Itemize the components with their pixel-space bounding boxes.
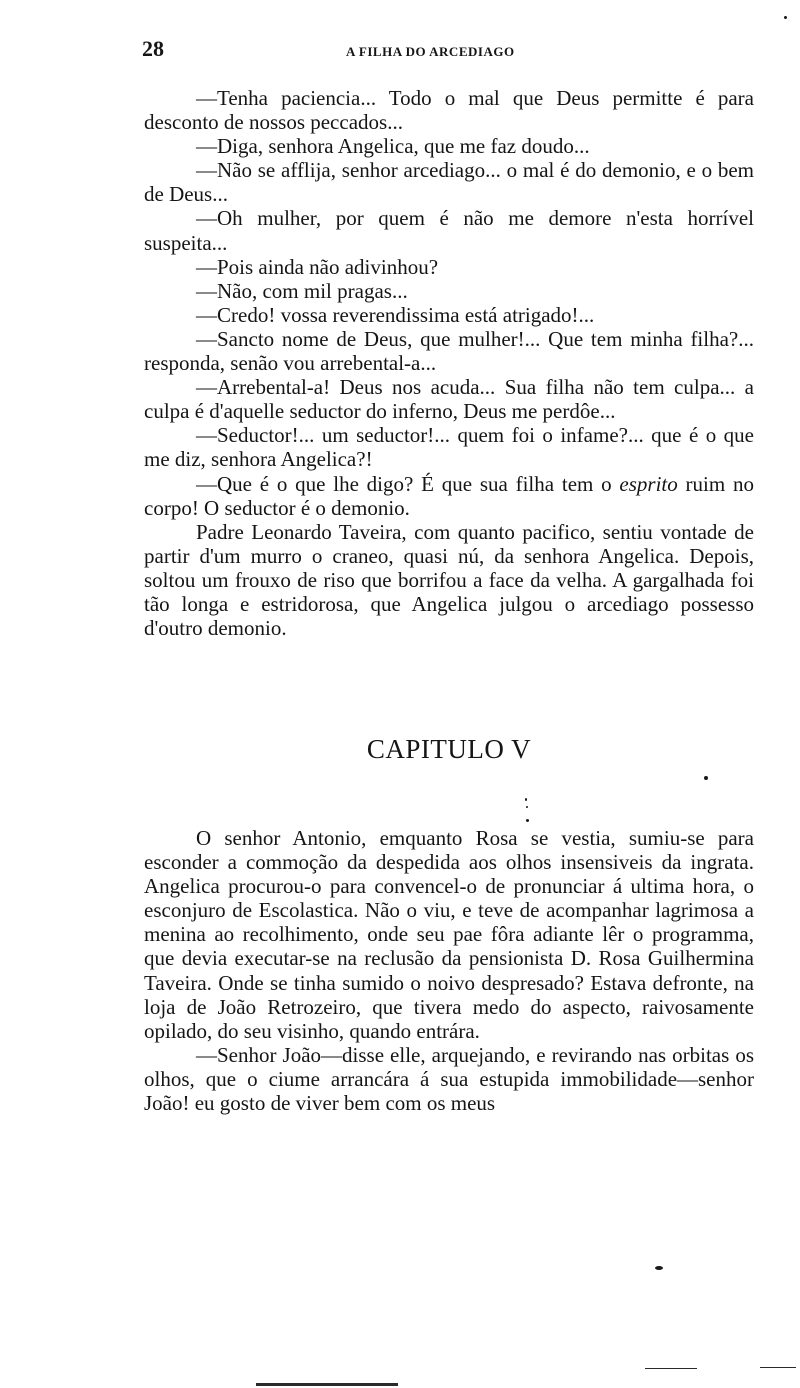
italic-word: esprito — [619, 471, 678, 496]
chapter-heading: CAPITULO V — [366, 734, 532, 764]
scan-speck — [525, 798, 527, 801]
text-segment: —Que é o que lhe digo? É que sua filha tem o — [196, 471, 620, 496]
paragraph: —Tenha paciencia... Todo o mal que Deus permitte é para desconto de nossos peccados... — [144, 86, 754, 135]
paragraph: —Oh mulher, por quem é não me demore n'esta horrível suspeita... — [144, 206, 754, 255]
scan-speck — [526, 806, 528, 808]
paragraph: —Arrebental-a! Deus nos acuda... Sua filha não tem culpa... a culpa é d'aquelle seductor do inferno, Deus me perdôe... — [144, 375, 754, 424]
paragraph: —Credo! vossa reverendissima está atrigado!... — [196, 302, 595, 327]
paragraph: —Pois ainda não adivinhou? — [196, 254, 439, 279]
paragraph: —Seductor!... um seductor!... quem foi o infame?... que é o que me diz, senhora Angelica?! — [144, 423, 754, 472]
scan-speck — [526, 819, 529, 822]
page-number: 28 — [142, 36, 164, 61]
running-title: A FILHA DO ARCEDIAGO — [346, 44, 515, 59]
paragraph: —Não se afflija, senhor arcediago... o mal é do demonio, e o bem de Deus... — [144, 158, 754, 207]
page-header — [142, 36, 754, 66]
paragraph: O senhor Antonio, emquanto Rosa se vestia, sumiu-se para esconder a commoção da despedida aos olhos insensiveis da ingrata. Angelica procurou-o para convencel-o de pronunciar á ultima hora, o esconjuro de Escolastica. Não o viu, e teve de acompanhar lagrimosa a menina ao recolhimento, onde seu pae fôra adiante lêr o programma, que devia executar-se na reclusão da pensionista D. Rosa Guilhermina Taveira. Onde se tinha sumido o noivo despresado? Estava defronte, na loja de João Retrozeiro, que tivera medo do aspecto, raivosamente opilado, do seu visinho, quando entrára. — [144, 826, 754, 1043]
paragraph: —Não, com mil pragas... — [196, 278, 408, 303]
scan-smudge — [645, 1368, 697, 1369]
paragraph: —Diga, senhora Angelica, que me faz doudo... — [196, 134, 590, 159]
paragraph-closing: Padre Leonardo Taveira, com quanto pacifico, sentiu vontade de partir d'um murro o craneo, quasi nú, da senhora Angelica. Depois, soltou um frouxo de riso que borrifou a face da velha. A gargalhada foi tão longa e estridorosa, que Angelica julgou o arcediago possesso d'outro demonio. — [144, 519, 754, 641]
text-segment: ruim no corpo! O seductor é o demonio. — [144, 471, 754, 520]
scan-smudge — [760, 1367, 796, 1368]
text-block-bottom — [144, 826, 754, 1115]
scan-speck — [655, 1266, 663, 1270]
paragraph: —Sancto nome de Deus, que mulher!... Que tem minha filha?... responda, senão vou arrebental-a... — [144, 326, 754, 376]
scan-smudge — [256, 1383, 398, 1386]
paragraph-esprito — [144, 472, 754, 520]
scan-speck — [784, 16, 787, 19]
scan-speck — [704, 776, 708, 780]
text-block-top — [144, 86, 754, 640]
paragraph: —Senhor João—disse elle, arquejando, e revirando nas orbitas os olhos, que o ciume arrancára á sua estupida immobilidade—senhor João! eu gosto de viver bem com os meus — [144, 1042, 754, 1116]
